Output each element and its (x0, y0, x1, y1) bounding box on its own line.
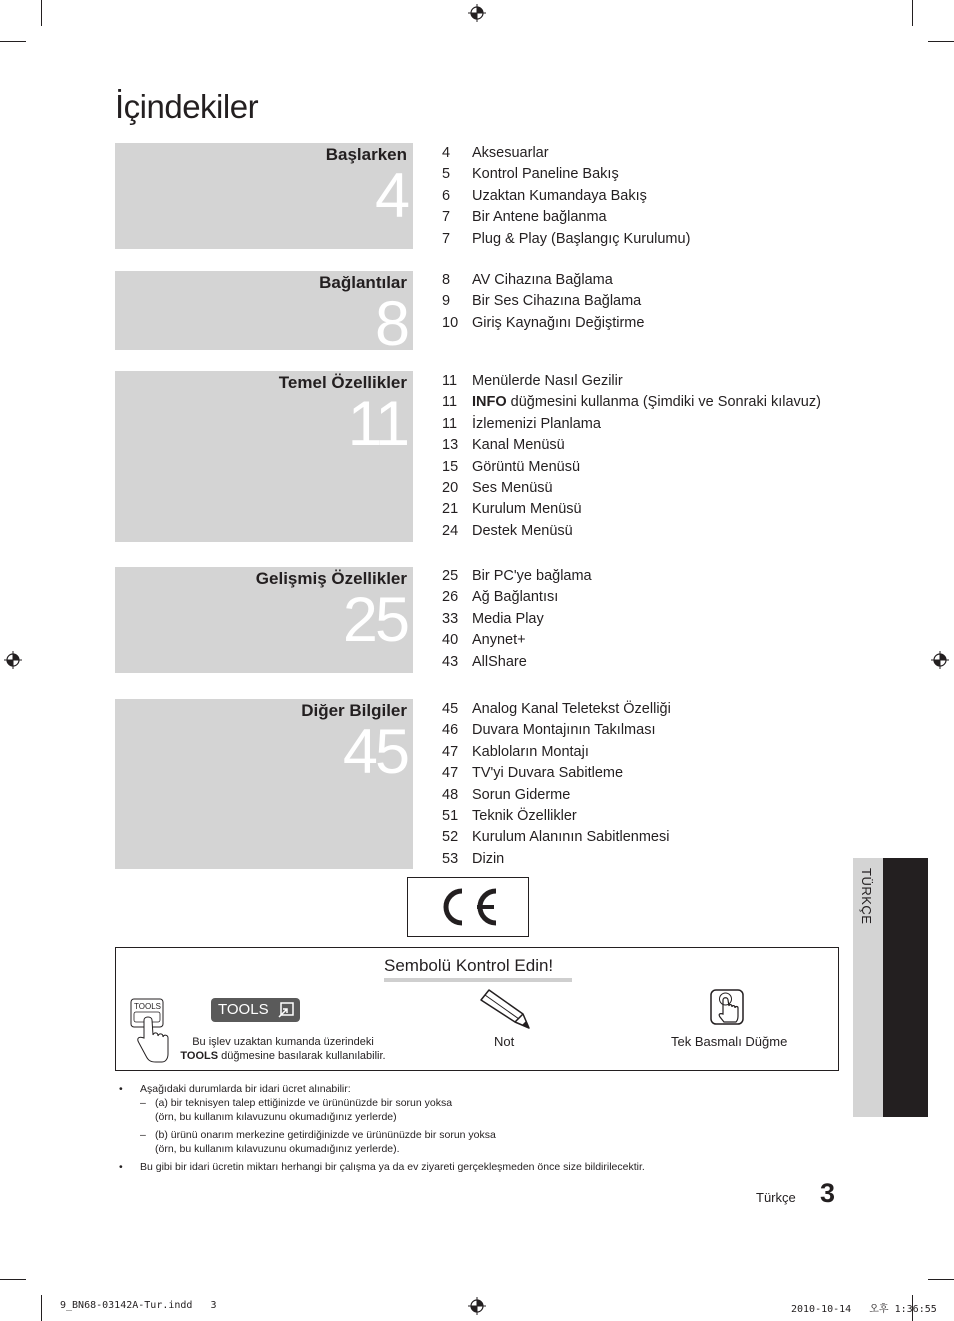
section-number: 8 (374, 289, 407, 359)
crop-mark (0, 41, 26, 42)
toc-list-baslarken (442, 143, 862, 250)
toc-text: Ses Menüsü (472, 479, 553, 496)
section-title: Temel Özellikler (278, 373, 407, 392)
toc-item[interactable] (442, 566, 862, 587)
toc-page: 25 (442, 568, 459, 584)
toc-page: 33 (442, 610, 459, 627)
toc-item[interactable] (442, 143, 862, 164)
toc-text: Görüntü Menüsü (472, 458, 581, 475)
note-text: (a) bir teknisyen talep ettiğinizde ve ürününüzde bir sorun yoksa (155, 1097, 453, 1109)
note-text: Bu gibi bir idari ücretin miktarı herhangi bir çalışma ya da ev ziyareti gerçekleşmeden önce size bildirilecektir. (140, 1161, 645, 1173)
toc-list-diger-bilgiler (442, 699, 862, 870)
toc-item[interactable] (442, 207, 862, 228)
crop-mark (0, 1279, 26, 1280)
registration-mark-icon (468, 1297, 486, 1315)
toc-item[interactable] (442, 229, 862, 250)
toc-item[interactable] (442, 849, 862, 870)
toc-item[interactable] (442, 414, 862, 435)
toc-page: 43 (442, 653, 459, 670)
symbol-legend-title: Sembolü Kontrol Edin! (384, 956, 554, 975)
remote-tools-label: TOOLS (134, 1002, 161, 1011)
crop-mark (928, 41, 954, 42)
note-bullet (119, 1082, 819, 1096)
toc-item[interactable] (442, 478, 862, 499)
title-underline (384, 978, 572, 982)
toc-page: 47 (442, 765, 459, 782)
toc-text: Teknik Özellikler (472, 807, 577, 824)
section-title: Bağlantılar (319, 273, 407, 292)
section-number: 11 (347, 389, 407, 459)
toc-text: Uzaktan Kumandaya Bakış (472, 187, 647, 204)
toc-page: 11 (442, 415, 458, 432)
toc-item[interactable] (442, 827, 862, 848)
section-title: Başlarken (325, 145, 407, 164)
toc-text: Menülerde Nasıl Gezilir (472, 373, 623, 389)
toc-list-temel-ozellikler (442, 371, 862, 542)
one-touch-button-icon (710, 989, 744, 1025)
toc-item[interactable] (442, 763, 862, 784)
toc-page: 45 (442, 701, 459, 717)
page-title: İçindekiler (115, 88, 259, 125)
section-number: 45 (342, 717, 407, 787)
toc-text: Aksesuarlar (472, 145, 549, 161)
toc-item[interactable] (442, 785, 862, 806)
section-baglantilar (115, 271, 413, 359)
toc-page: 53 (442, 850, 459, 867)
section-title: Diğer Bilgiler (301, 701, 407, 720)
toc-item[interactable] (442, 806, 862, 827)
toc-text: Kurulum Menüsü (472, 501, 582, 518)
toc-text: Ağ Bağlantısı (472, 589, 559, 606)
toc-text: Kabloların Montajı (472, 743, 589, 760)
toc-text: Anynet+ (472, 632, 526, 649)
toc-text: Kanal Menüsü (472, 437, 565, 454)
pencil-note-icon (479, 988, 533, 1030)
toc-item[interactable] (442, 609, 862, 630)
toc-item[interactable] (442, 186, 862, 207)
toc-page: 46 (442, 722, 459, 739)
toc-item[interactable] (442, 435, 862, 456)
toc-page: 13 (442, 437, 459, 454)
toc-text: Giriş Kaynağını Değiştirme (472, 314, 645, 331)
dash-mark: – (140, 1097, 146, 1109)
one-touch-button-label: Tek Basmalı Düğme (671, 1034, 788, 1049)
tools-badge-label: TOOLS (218, 1001, 269, 1018)
toc-text: Sorun Giderme (472, 786, 571, 803)
tools-caption-line1: Bu işlev uzaktan kumanda üzerindeki (192, 1036, 374, 1048)
crop-mark (41, 1295, 42, 1321)
toc-item[interactable] (442, 587, 862, 608)
section-number: 4 (374, 161, 407, 231)
toc-page: 11 (442, 394, 458, 411)
toc-text: Dizin (472, 850, 505, 867)
toc-text: Duvara Montajının Takılması (472, 722, 656, 739)
toc-text: Bir Ses Cihazına Bağlama (472, 293, 642, 310)
toc-text: Analog Kanal Teletekst Özelliği (472, 701, 671, 717)
toc-page: 9 (442, 293, 451, 310)
toc-text: Bir PC'ye bağlama (472, 568, 592, 584)
toc-page: 11 (442, 373, 458, 389)
toc-page: 4 (442, 145, 451, 161)
note-text: (b) ürünü onarım merkezine getirdiğinizde ve ürününüzde bir sorun yoksa (155, 1129, 496, 1141)
page-number: 3 (820, 1178, 836, 1208)
toc-text: Destek Menüsü (472, 522, 573, 539)
toc-item[interactable] (442, 521, 862, 542)
slug-date: 2010-10-14 오후 1:36:55 (791, 1304, 937, 1315)
note-bullet (119, 1160, 819, 1174)
toc-item[interactable] (442, 720, 862, 741)
bullet-mark: • (119, 1083, 123, 1095)
toc-page: 7 (442, 209, 451, 226)
toc-list-gelismis-ozellikler (442, 566, 862, 673)
toc-item[interactable] (442, 699, 862, 720)
toc-item[interactable] (442, 630, 862, 651)
note-dash (119, 1096, 819, 1124)
ce-mark-box (407, 877, 529, 937)
tools-shortcut-icon (278, 1002, 294, 1018)
crop-mark (41, 0, 42, 26)
toc-page: 6 (442, 187, 451, 204)
toc-list-baglantilar (442, 270, 862, 334)
slug-file: 9_BN68-03142A-Tur.indd 3 (60, 1300, 217, 1311)
info-keyword: INFO (472, 394, 507, 411)
note-text: Aşağıdaki durumlarda bir idari ücret alınabilir: (140, 1083, 351, 1095)
toc-item[interactable] (442, 652, 862, 673)
footer-language: Türkçe (756, 1190, 796, 1205)
language-tab-dark (883, 858, 928, 1117)
toc-item[interactable] (442, 457, 862, 478)
toc-text: TV'yi Duvara Sabitleme (472, 765, 624, 782)
toc-text (472, 392, 862, 413)
toc-item[interactable] (442, 392, 862, 413)
section-number: 25 (342, 585, 407, 655)
toc-text: AV Cihazına Bağlama (472, 272, 613, 288)
toc-page: 21 (442, 501, 459, 518)
symbol-legend-box (115, 947, 839, 1071)
toc-text: AllShare (472, 653, 527, 670)
toc-text: Kurulum Alanının Sabitlenmesi (472, 829, 670, 846)
toc-page: 48 (442, 786, 459, 803)
toc-page: 20 (442, 479, 459, 496)
note-text: (örn, bu kullanım kılavuzunu okumadığınız yerlerde). (155, 1143, 400, 1155)
crop-mark (928, 1279, 954, 1280)
note-text: (örn, bu kullanım kılavuzunu okumadığınız yerlerde) (155, 1111, 397, 1123)
section-temel-ozellikler (115, 371, 413, 542)
tools-caption (156, 1035, 410, 1063)
toc-page: 47 (442, 743, 459, 760)
language-tab-label: TÜRKÇE (859, 868, 874, 925)
toc-text: Bir Antene bağlanma (472, 209, 607, 226)
toc-page: 5 (442, 166, 451, 183)
ce-mark-icon (407, 877, 529, 937)
crop-mark (912, 0, 913, 26)
toc-page: 8 (442, 272, 451, 288)
tools-badge (211, 998, 300, 1022)
toc-item[interactable] (442, 270, 862, 291)
toc-item[interactable] (442, 742, 862, 763)
toc-item[interactable] (442, 291, 862, 312)
fee-notes (119, 1082, 819, 1174)
toc-page: 51 (442, 807, 459, 824)
toc-page: 52 (442, 829, 459, 846)
toc-item[interactable] (442, 313, 862, 334)
registration-mark-icon (4, 651, 22, 669)
tools-caption-line2: düğmesine basılarak kullanılabilir. (218, 1050, 386, 1062)
toc-page: 15 (442, 458, 459, 475)
toc-page: 26 (442, 589, 459, 606)
registration-mark-icon (931, 651, 949, 669)
section-diger-bilgiler (115, 699, 413, 869)
toc-page: 7 (442, 230, 451, 247)
toc-item[interactable] (442, 499, 862, 520)
section-gelismis-ozellikler (115, 567, 413, 673)
registration-mark-icon (468, 4, 486, 22)
toc-item[interactable] (442, 371, 862, 392)
toc-text: Plug & Play (Başlangıç Kurulumu) (472, 230, 691, 247)
note-dash (119, 1128, 819, 1156)
toc-text-rest: düğmesini kullanma (Şimdiki ve Sonraki kılavuz) (506, 394, 821, 411)
section-baslarken (115, 143, 413, 249)
tools-caption-line2-wrap (156, 1049, 410, 1063)
toc-item[interactable] (442, 164, 862, 185)
tools-caption-bold: TOOLS (180, 1050, 219, 1062)
toc-text: Media Play (472, 610, 544, 627)
bullet-mark: • (119, 1161, 123, 1173)
section-title: Gelişmiş Özellikler (255, 569, 407, 588)
toc-page: 40 (442, 632, 459, 649)
dash-mark: – (140, 1129, 146, 1141)
toc-text: Kontrol Paneline Bakış (472, 166, 619, 183)
toc-page: 24 (442, 522, 459, 539)
toc-text: İzlemenizi Planlama (472, 415, 601, 432)
toc-page: 10 (442, 314, 459, 331)
note-label: Not (494, 1034, 515, 1049)
